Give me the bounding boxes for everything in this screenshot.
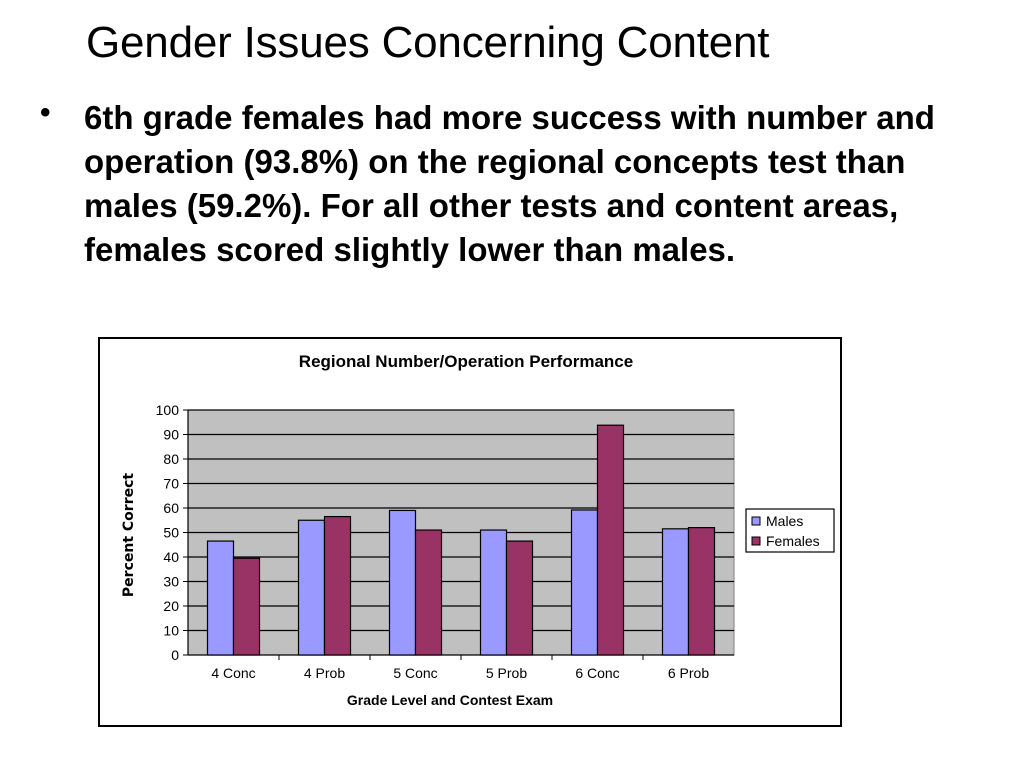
bar-males [390, 510, 416, 655]
chart-title: Regional Number/Operation Performance [298, 352, 634, 371]
x-axis-label: Grade Level and Contest Exam [346, 692, 554, 708]
x-tick-label: 4 Prob [303, 665, 346, 681]
bullet-dot-icon: • [40, 96, 51, 129]
bar-males [299, 520, 325, 655]
y-tick-label: 0 [171, 647, 179, 663]
bullet-text: 6th grade females had more success with number and operation (93.8%) on the regional concepts test than males (59.2%). For all other tests and content areas, females scored slightly lower than males. [84, 99, 935, 268]
y-tick-label: 20 [163, 598, 179, 614]
y-tick-label: 80 [163, 451, 179, 467]
x-tick-label: 4 Conc [211, 665, 256, 681]
x-tick-label: 6 Conc [575, 665, 620, 681]
bar-males [208, 541, 234, 655]
bar-males [572, 510, 598, 655]
y-axis-label: Percent Correct [121, 472, 137, 598]
legend [746, 509, 834, 552]
y-tick-label: 30 [163, 573, 179, 590]
y-tick-label: 60 [163, 500, 179, 516]
bar-females [598, 425, 624, 655]
bar-females [507, 541, 533, 655]
bullet-item [40, 96, 1000, 272]
x-tick-label: 5 Prob [485, 665, 528, 681]
bar-females [416, 530, 442, 655]
y-tick-label: 100 [155, 402, 179, 418]
bar-males [663, 529, 689, 655]
bar-chart [100, 339, 840, 725]
legend-swatch-females [752, 537, 760, 545]
y-tick-label: 50 [163, 524, 179, 541]
legend-label-females: Females [766, 533, 820, 549]
y-tick-label: 40 [163, 549, 179, 565]
plot-area [156, 402, 734, 681]
legend-label-males: Males [766, 513, 804, 529]
bar-females [689, 528, 715, 655]
bar-females [325, 517, 351, 655]
legend-swatch-males [752, 517, 760, 525]
slide-title: Gender Issues Concerning Content [86, 18, 770, 67]
bar-females [234, 558, 260, 655]
x-tick-label: 5 Conc [393, 665, 438, 681]
y-tick-label: 10 [163, 622, 179, 639]
chart-frame [98, 337, 842, 727]
y-tick-label: 70 [163, 475, 179, 492]
y-tick-label: 90 [163, 426, 179, 443]
x-tick-label: 6 Prob [667, 665, 710, 681]
bar-males [481, 530, 507, 655]
